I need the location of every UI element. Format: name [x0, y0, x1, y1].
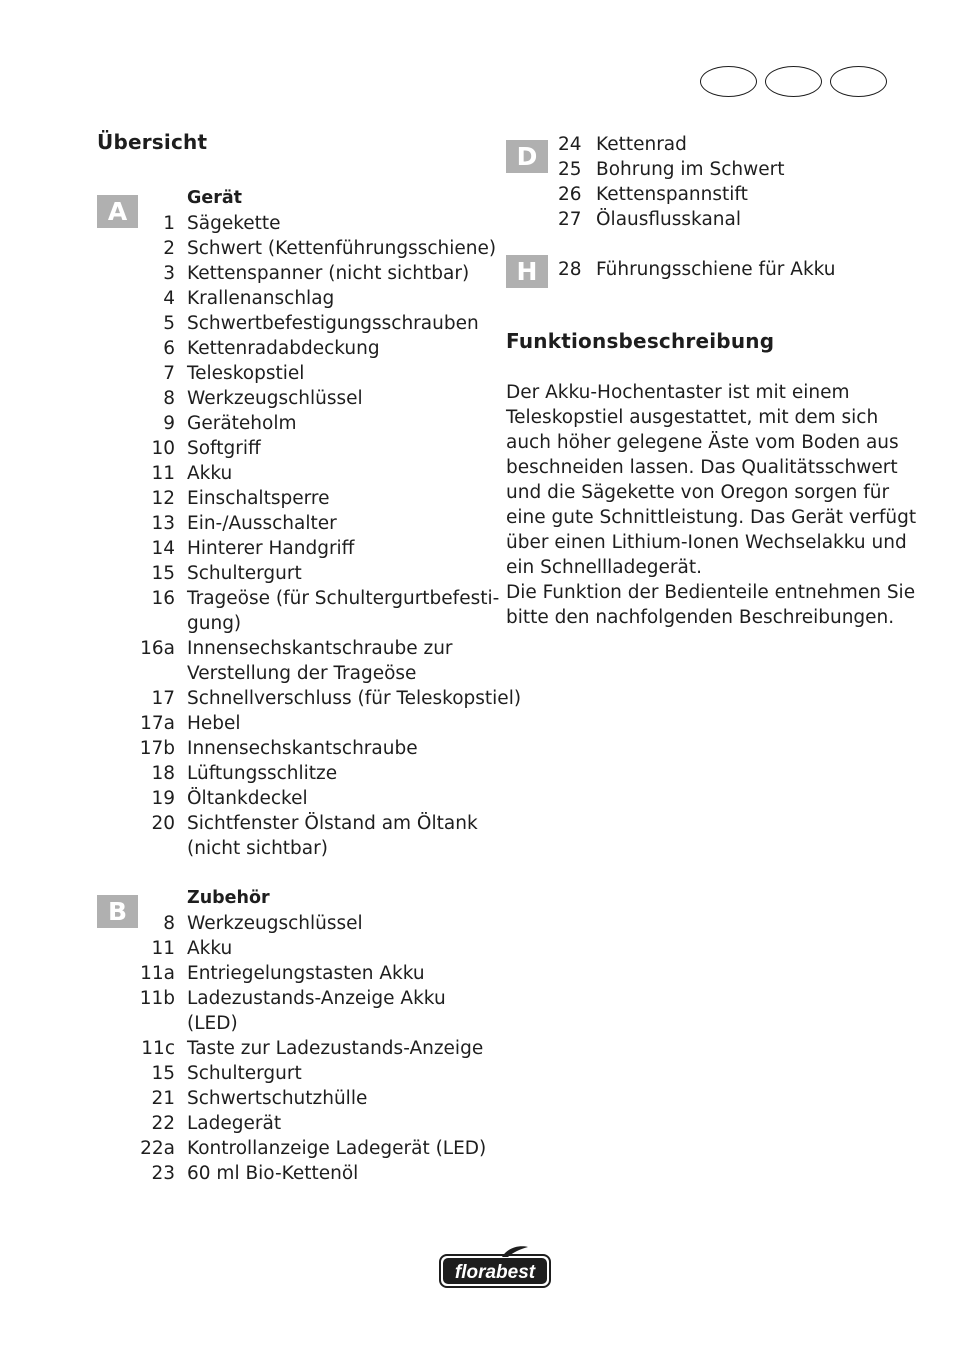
item-label: Bohrung im Schwert [596, 159, 785, 180]
item-label: Einschaltsperre [187, 488, 330, 509]
item-label: Kettenrad [596, 134, 687, 155]
list-item [97, 1086, 487, 1111]
item-label: Ladegerät [187, 1113, 282, 1134]
item-number: 4 [163, 288, 175, 309]
item-label: Schultergurt [187, 563, 302, 584]
item-label: Hebel [187, 713, 241, 734]
list-item [97, 511, 487, 536]
list-item [97, 961, 487, 986]
list-item [97, 611, 487, 636]
item-label: Schwert (Kettenführungsschiene) [187, 238, 497, 259]
item-number: 5 [163, 313, 175, 334]
list-item [97, 936, 487, 961]
list-item [97, 1061, 487, 1086]
item-number: 19 [151, 788, 175, 809]
paragraph-line: auch höher gelegene Äste vom Boden aus [506, 432, 899, 453]
item-number: 26 [558, 184, 582, 205]
list-item [97, 761, 487, 786]
language-ovals [700, 66, 890, 100]
item-number: 11a [140, 963, 175, 984]
item-number: 18 [151, 763, 175, 784]
item-number: 20 [151, 813, 175, 834]
paragraph-line: ein Schnellladegerät. [506, 557, 702, 578]
section-h-list [506, 257, 906, 282]
item-number: 21 [151, 1088, 175, 1109]
language-oval-3 [830, 66, 887, 97]
list-item [97, 686, 522, 711]
list-item [97, 386, 487, 411]
list-item [97, 836, 487, 861]
item-number: 2 [163, 238, 175, 259]
item-label: Akku [187, 938, 233, 959]
item-number: 22a [140, 1138, 175, 1159]
item-label: Schwertschutzhülle [187, 1088, 368, 1109]
paragraph-line: Die Funktion der Bedienteile entnehmen Sie [506, 582, 916, 603]
paragraph-line: bitte den nachfolgenden Beschreibungen. [506, 607, 895, 628]
function-title: Funktionsbeschreibung [506, 329, 775, 353]
list-item [97, 1161, 487, 1186]
item-label: Trageöse (für Schultergurtbefesti- [187, 588, 500, 609]
list-item [97, 436, 487, 461]
item-number: 25 [558, 159, 582, 180]
list-item [97, 1111, 487, 1136]
section-h-badge: H [506, 255, 548, 288]
item-number: 24 [558, 134, 582, 155]
logo-text: florabest [454, 1262, 536, 1283]
list-item [97, 361, 487, 386]
item-label: Kontrollanzeige Ladegerät (LED) [187, 1138, 487, 1159]
item-label: 60 ml Bio-Kettenöl [187, 1163, 359, 1184]
section-h [506, 257, 906, 286]
paragraph-line: beschneiden lassen. Das Qualitätsschwert [506, 457, 898, 478]
item-number: 17a [140, 713, 175, 734]
item-number: 17b [139, 738, 175, 759]
item-number: 13 [151, 513, 175, 534]
paragraph-line: Teleskopstiel ausgestattet, mit dem sich [506, 407, 879, 428]
section-d-badge: D [506, 140, 548, 173]
list-item [97, 211, 487, 236]
item-number: 6 [163, 338, 175, 359]
list-item [97, 786, 487, 811]
item-label: gung) [187, 613, 242, 634]
item-number: 7 [163, 363, 175, 384]
item-label: Öltankdeckel [187, 788, 308, 809]
item-number: 28 [558, 259, 582, 280]
list-item [97, 1011, 487, 1036]
item-number: 15 [151, 1063, 175, 1084]
section-b-list [97, 911, 487, 1186]
item-label: Schnellverschluss (für Teleskopstiel) [187, 688, 522, 709]
section-d-list [506, 132, 906, 232]
item-label: Kettenspannstift [596, 184, 748, 205]
overview-title: Übersicht [97, 130, 208, 154]
list-item [97, 311, 487, 336]
item-label: Innensechskantschraube zur [187, 638, 453, 659]
item-label: Verstellung der Trageöse [187, 663, 417, 684]
item-number [97, 611, 175, 636]
list-item [506, 132, 906, 157]
language-oval-2 [765, 66, 822, 97]
section-a-list [97, 211, 522, 861]
list-item [97, 811, 487, 836]
item-label: Ein-/Ausschalter [187, 513, 337, 534]
list-item [506, 257, 906, 282]
list-item [97, 536, 487, 561]
list-item [97, 261, 487, 286]
item-number: 17 [151, 688, 175, 709]
item-number [97, 836, 175, 861]
item-number: 12 [151, 488, 175, 509]
item-number: 1 [163, 213, 175, 234]
section-d [506, 132, 906, 232]
item-label: Kettenradabdeckung [187, 338, 380, 359]
paragraph-line: und die Sägekette von Oregon sorgen für [506, 482, 890, 503]
list-item [97, 411, 487, 436]
item-label: Ölausflusskanal [596, 209, 741, 230]
section-a [97, 186, 522, 861]
item-number: 16a [140, 638, 175, 659]
item-number: 14 [151, 538, 175, 559]
item-number: 27 [558, 209, 582, 230]
item-label: (nicht sichtbar) [187, 838, 328, 859]
language-oval-1 [700, 66, 757, 97]
item-label: Geräteholm [187, 413, 297, 434]
item-number: 3 [163, 263, 175, 284]
item-number: 8 [163, 913, 175, 934]
item-label: (LED) [187, 1013, 238, 1034]
list-item [506, 207, 906, 232]
section-a-heading: Gerät [187, 188, 243, 208]
section-b-badge: B [97, 895, 138, 928]
item-label: Sichtfenster Ölstand am Öltank [187, 813, 478, 834]
item-number: 11b [139, 988, 175, 1009]
item-label: Akku [187, 463, 233, 484]
item-label: Teleskopstiel [187, 363, 305, 384]
list-item [97, 336, 487, 361]
item-label: Ladezustands-Anzeige Akku [187, 988, 446, 1009]
section-b [97, 886, 487, 1186]
item-label: Hinterer Handgriff [187, 538, 355, 559]
item-number: 11 [151, 938, 175, 959]
item-number: 11c [141, 1038, 175, 1059]
list-item [97, 461, 487, 486]
item-label: Entriegelungstasten Akku [187, 963, 425, 984]
item-label: Sägekette [187, 213, 281, 234]
list-item [97, 986, 487, 1011]
item-number: 9 [163, 413, 175, 434]
list-item [506, 157, 906, 182]
item-number [97, 661, 175, 686]
item-label: Werkzeugschlüssel [187, 388, 363, 409]
item-label: Krallenanschlag [187, 288, 335, 309]
left-column [97, 130, 522, 1186]
list-item [97, 911, 487, 936]
list-item [97, 286, 487, 311]
paragraph-line: Der Akku-Hochentaster ist mit einem [506, 382, 850, 403]
list-item [506, 182, 906, 207]
list-item [97, 711, 487, 736]
list-item [97, 236, 497, 261]
item-label: Softgriff [187, 438, 261, 459]
item-label: Werkzeugschlüssel [187, 913, 363, 934]
item-number: 15 [151, 563, 175, 584]
florabest-logo [438, 1245, 552, 1289]
section-a-badge: A [97, 195, 138, 228]
item-label: Schwertbefestigungsschrauben [187, 313, 479, 334]
paragraph-line: eine gute Schnittleistung. Das Gerät verfügt [506, 507, 917, 528]
item-label: Schultergurt [187, 1063, 302, 1084]
item-number: 16 [151, 588, 175, 609]
list-item [97, 1036, 487, 1061]
function-paragraph [506, 380, 917, 630]
item-label: Kettenspanner (nicht sichtbar) [187, 263, 470, 284]
item-number: 8 [163, 388, 175, 409]
item-label: Führungsschiene für Akku [596, 259, 836, 280]
list-item [97, 486, 487, 511]
item-number: 22 [151, 1113, 175, 1134]
section-b-heading: Zubehör [187, 888, 270, 908]
item-label: Taste zur Ladezustands-Anzeige [187, 1038, 484, 1059]
list-item [97, 636, 487, 661]
list-item [97, 661, 487, 686]
item-number: 11 [151, 463, 175, 484]
list-item [97, 561, 487, 586]
list-item [97, 736, 487, 761]
item-number: 23 [151, 1163, 175, 1184]
item-label: Innensechskantschraube [187, 738, 418, 759]
right-column [506, 132, 917, 630]
list-item [97, 1136, 487, 1161]
item-number: 10 [151, 438, 175, 459]
item-label: Lüftungsschlitze [187, 763, 338, 784]
item-number [97, 1011, 175, 1036]
paragraph-line: über einen Lithium-Ionen Wechselakku und [506, 532, 907, 553]
list-item [97, 586, 500, 611]
